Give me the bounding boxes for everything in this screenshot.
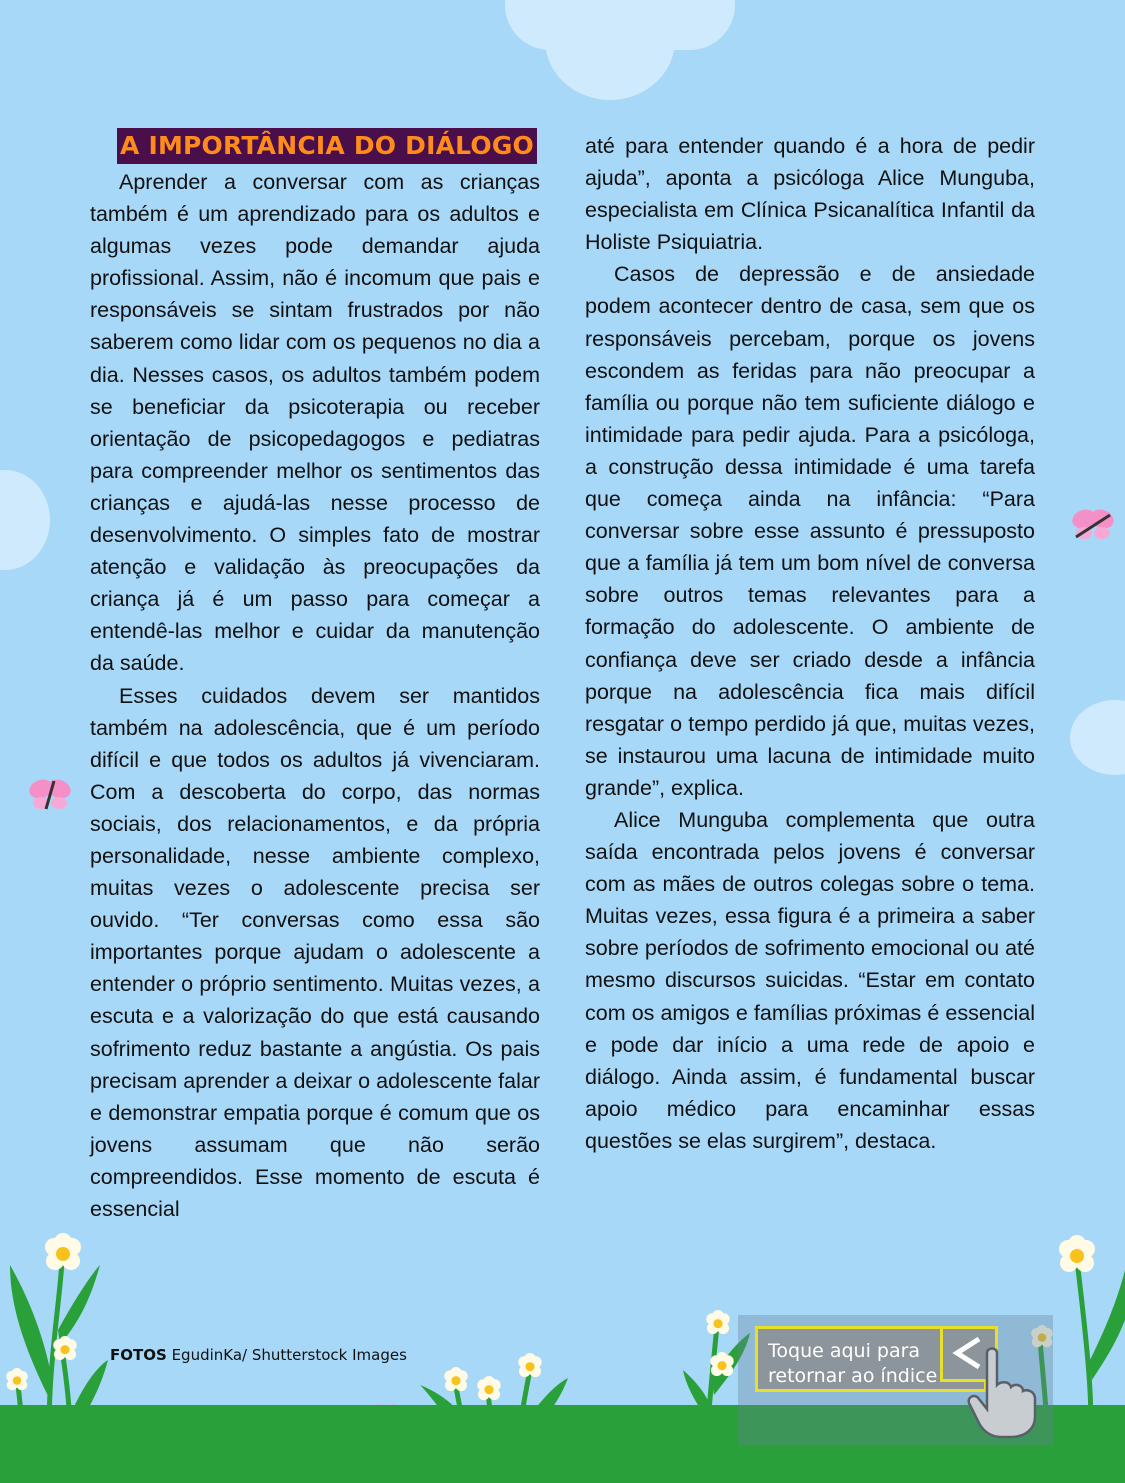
cloud-decoration: [505, 0, 735, 50]
photo-credits: [110, 1346, 407, 1364]
article-paragraph: Aprender a conversar com as crianças também é um aprendizado para os adultos e algumas vezes pode demandar ajuda profissional. Assim, não é incomum que pais e responsáveis se sintam frustrados por não saberem como lidar com os pequenos no dia a dia. Nesses casos, os adultos também podem se beneficiar da psicoterapia ou receber orientação de psicopedagogos e pediatras para compreender melhor os sentimentos das crianças e ajudá-las nesse processo de desenvolvimento. O simples fato de mostrar atenção e validação às preocupações da criança já é um passo para começar a entendê-las melhor e cuidar da manutenção da saúde.: [90, 170, 540, 676]
article-paragraph: Casos de depressão e de ansiedade podem acontecer dentro de casa, sem que os responsáveis percebam, porque os jovens escondem as feridas para não preocupar a família ou porque não tem suficiente diálogo e intimidade para pedir ajuda. Para a psicóloga, a construção dessa intimidade é uma tarefa que começa ainda na infância: “Para conversar sobre esse assunto é pressuposto que a família já tem um bom nível de conversa sobre outros temas relevantes para a formação do adolescente. O ambiente de confiança deve ser criado desde a infância porque na adolescência fica mais difícil resgatar o tempo perdido já que, muitas vezes, se instaurou uma lacuna de intimidade muito grande”, explica.: [585, 262, 1035, 800]
article-headline: A IMPORTÂNCIA DO DIÁLOGO: [117, 128, 537, 164]
butterfly-icon: [27, 775, 73, 815]
article-paragraph: Alice Munguba complementa que outra saída encontrada pelos jovens é conversar com as mães de outros colegas sobre o tema. Muitas vezes, essa figura é a primeira a saber sobre períodos de sofrimento emocional ou até mesmo discursos suicidas. “Estar em contato com os amigos e famílias próximas é essencial e pode dar início a uma rede de apoio e diálogo. Ainda assim, é fundamental buscar apoio médico para encaminhar essas questões se elas surgirem”, destaca.: [585, 807, 1035, 1153]
article-paragraph: Esses cuidados devem ser mantidos também na adolescência, que é um período difícil e que todos os adultos já vivenciaram. Com a descoberta do corpo, das normas sociais, dos relacionamentos, e da própria personalidade, nesse ambiente complexo, muitas vezes o adolescente precisa ser ouvido. “Ter conversas como essa são importantes porque ajudam o adolescente a entender o próprio sentimento. Muitas vezes, a escuta e a valorização do que está causando sofrimento reduz bastante a angústia. Os pais precisam aprender a deixar o adolescente falar e demonstrar empatia porque é comum que os jovens assumam que não serão compreendidos. Esse momento de escuta é essencial: [90, 683, 540, 1221]
pointing-hand-icon: [965, 1345, 1040, 1440]
cloud-decoration: [1070, 700, 1125, 775]
cloud-decoration: [0, 470, 50, 570]
article-column-right: [585, 130, 1035, 1157]
back-to-index-label: Toque aqui para retornar ao índice: [768, 1340, 938, 1387]
credits-text: EgudinKa/ Shutterstock Images: [171, 1346, 407, 1364]
article-paragraph: até para entender quando é a hora de pedir ajuda”, aponta a psicóloga Alice Munguba, especialista em Clínica Psicanalítica Infantil da Holiste Psiquiatria.: [585, 134, 1035, 255]
butterfly-icon: [1070, 505, 1116, 545]
article-column-left: [90, 128, 540, 1225]
credits-label: FOTOS: [110, 1346, 167, 1364]
